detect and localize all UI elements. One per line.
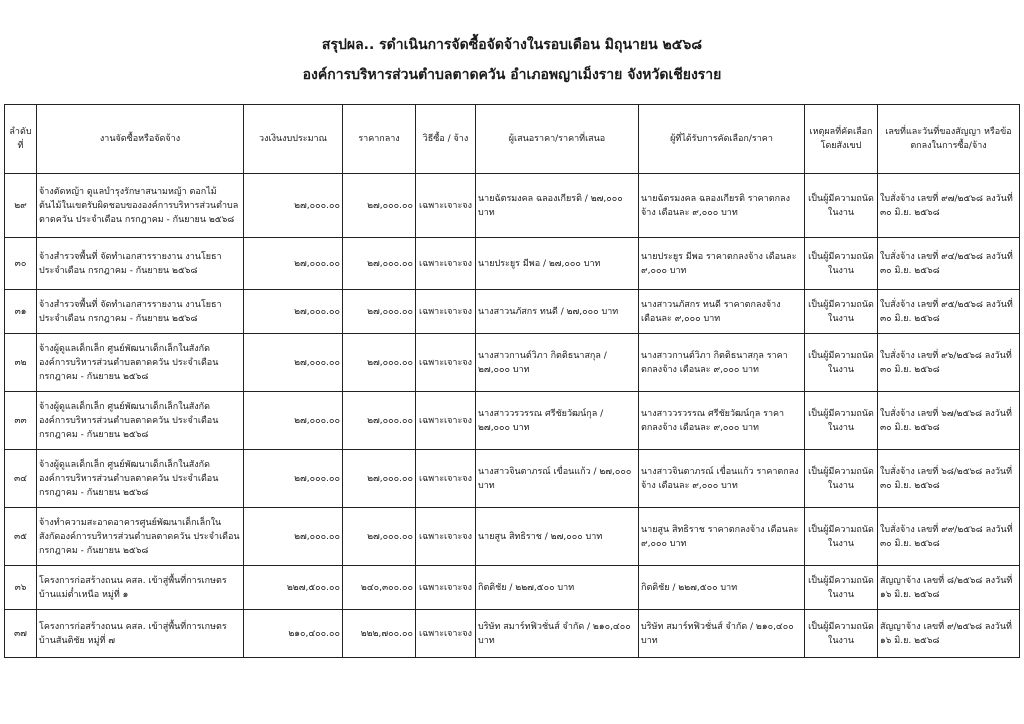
cell-no: ๓๕ [5, 508, 37, 566]
header-reason: เหตุผลที่คัดเลือก โดยสังเขป [805, 105, 878, 174]
cell-work: จ้างผู้ดูแลเด็กเล็ก ศูนย์พัฒนาเด็กเล็กในสังกัดองค์การบริหารส่วนตำบลตาดควัน ประจำเดือน กรกฎาคม - กันยายน ๒๕๖๘ [37, 334, 244, 392]
cell-reason: เป็นผู้มีความถนัดในงาน [805, 290, 878, 334]
table-row [5, 610, 1020, 658]
cell-reason: เป็นผู้มีความถนัดในงาน [805, 508, 878, 566]
cell-method: เฉพาะเจาะจง [416, 610, 476, 658]
table-body [5, 174, 1020, 658]
cell-work: โครงการก่อสร้างถนน คสล. เข้าสู่พื้นที่การเกษตร บ้านสันติชัย หมู่ที่ ๗ [37, 610, 244, 658]
cell-selected: กิตติชัย / ๒๒๗,๕๐๐ บาท [639, 566, 805, 610]
header-median-price: ราคากลาง [343, 105, 416, 174]
cell-contract: ใบสั่งจ้าง เลขที่ ๙๖/๒๕๖๘ ลงวันที่ ๓๐ มิ.ย. ๒๕๖๘ [878, 334, 1020, 392]
cell-bidder: นางสาววรวรรณ ศรีชัยวัฒน์กุล / ๒๗,๐๐๐ บาท [476, 392, 639, 450]
cell-budget: ๒๑๐,๔๐๐.๐๐ [244, 610, 343, 658]
cell-contract: สัญญาจ้าง เลขที่ ๘/๒๕๖๘ ลงวันที่ ๑๖ มิ.ย. ๒๕๖๘ [878, 566, 1020, 610]
header-no: ลำดับที่ [5, 105, 37, 174]
cell-budget: ๒๗,๐๐๐.๐๐ [244, 392, 343, 450]
header-row [5, 105, 1020, 174]
table-row [5, 566, 1020, 610]
cell-work: จ้างสำรวจพื้นที่ จัดทำเอกสารรายงาน งานโยธา ประจำเดือน กรกฎาคม - กันยายน ๒๕๖๘ [37, 290, 244, 334]
procurement-table [4, 104, 1020, 658]
cell-reason: เป็นผู้มีความถนัดในงาน [805, 174, 878, 238]
cell-reason: เป็นผู้มีความถนัดในงาน [805, 334, 878, 392]
cell-bidder: นางสาวนภัสกร ทนดี / ๒๗,๐๐๐ บาท [476, 290, 639, 334]
cell-bidder: กิตติชัย / ๒๒๗,๕๐๐ บาท [476, 566, 639, 610]
header-bidders: ผู้เสนอราคา/ราคาที่เสนอ [476, 105, 639, 174]
cell-bidder: นางสาวจินตาภรณ์ เขื่อนแก้ว / ๒๗,๐๐๐ บาท [476, 450, 639, 508]
cell-budget: ๒๗,๐๐๐.๐๐ [244, 290, 343, 334]
cell-median-price: ๒๗,๐๐๐.๐๐ [343, 450, 416, 508]
cell-method: เฉพาะเจาะจง [416, 450, 476, 508]
header-budget: วงเงินงบประมาณ [244, 105, 343, 174]
cell-selected: นางสาวจินตาภรณ์ เขื่อนแก้ว ราคาตกลงจ้าง เดือนละ ๙,๐๐๐ บาท [639, 450, 805, 508]
header-work: งานจัดซื้อหรือจัดจ้าง [37, 105, 244, 174]
cell-median-price: ๒๗,๐๐๐.๐๐ [343, 508, 416, 566]
cell-no: ๓๓ [5, 392, 37, 450]
cell-contract: สัญญาจ้าง เลขที่ ๙/๒๕๖๘ ลงวันที่ ๑๖ มิ.ย. ๒๕๖๘ [878, 610, 1020, 658]
cell-method: เฉพาะเจาะจง [416, 508, 476, 566]
cell-work: จ้างทำความสะอาดอาคารศูนย์พัฒนาเด็กเล็กในสังกัดองค์การบริหารส่วนตำบลตาดควัน ประจำเดือน กรกฎาคม - กันยายน ๒๕๖๘ [37, 508, 244, 566]
cell-selected: นางสาวนภัสกร ทนดี ราคาตกลงจ้าง เดือนละ ๙,๐๐๐ บาท [639, 290, 805, 334]
cell-method: เฉพาะเจาะจง [416, 174, 476, 238]
cell-no: ๓๐ [5, 238, 37, 290]
cell-selected: นางสาววรวรรณ ศรีชัยวัฒน์กุล ราคาตกลงจ้าง เดือนละ ๙,๐๐๐ บาท [639, 392, 805, 450]
cell-budget: ๒๒๗,๕๐๐.๐๐ [244, 566, 343, 610]
cell-reason: เป็นผู้มีความถนัดในงาน [805, 566, 878, 610]
table-row [5, 174, 1020, 238]
table-row [5, 508, 1020, 566]
cell-budget: ๒๗,๐๐๐.๐๐ [244, 508, 343, 566]
table-row [5, 290, 1020, 334]
cell-no: ๓๒ [5, 334, 37, 392]
cell-work: จ้างตัดหญ้า ดูแลบำรุงรักษาสนามหญ้า ตอกไม้ ต้นไม้ในเขตรับผิดชอบขององค์การบริหารส่วนตำบลตาดควัน ประจำเดือน กรกฎาคม - กันยายน ๒๕๖๘ [37, 174, 244, 238]
cell-reason: เป็นผู้มีความถนัดในงาน [805, 392, 878, 450]
header-selected: ผู้ที่ได้รับการคัดเลือก/ราคา [639, 105, 805, 174]
table-row [5, 392, 1020, 450]
cell-method: เฉพาะเจาะจง [416, 334, 476, 392]
table-row [5, 238, 1020, 290]
cell-bidder: นายสูน สิทธิราช / ๒๗,๐๐๐ บาท [476, 508, 639, 566]
cell-no: ๓๔ [5, 450, 37, 508]
table-row [5, 334, 1020, 392]
cell-method: เฉพาะเจาะจง [416, 392, 476, 450]
cell-method: เฉพาะเจาะจง [416, 238, 476, 290]
cell-selected: บริษัท สมาร์ทฟิวชั่นส์ จำกัด / ๒๑๐,๔๐๐ บาท [639, 610, 805, 658]
table-row [5, 450, 1020, 508]
cell-selected: นางสาวกานต์วิภา กิตติธนาสกุล ราคาตกลงจ้าง เดือนละ ๙,๐๐๐ บาท [639, 334, 805, 392]
cell-contract: ใบสั่งจ้าง เลขที่ ๙๗/๒๕๖๘ ลงวันที่ ๓๐ มิ.ย. ๒๕๖๘ [878, 174, 1020, 238]
cell-work: จ้างผู้ดูแลเด็กเล็ก ศูนย์พัฒนาเด็กเล็กในสังกัดองค์การบริหารส่วนตำบลตาดควัน ประจำเดือน กรกฎาคม - กันยายน ๒๕๖๘ [37, 392, 244, 450]
cell-contract: ใบสั่งจ้าง เลขที่ ๖๘/๒๕๖๘ ลงวันที่ ๓๐ มิ.ย. ๒๕๖๘ [878, 450, 1020, 508]
cell-budget: ๒๗,๐๐๐.๐๐ [244, 450, 343, 508]
cell-reason: เป็นผู้มีความถนัดในงาน [805, 610, 878, 658]
cell-bidder: นายฉัตรมงคล ฉลองเกียรติ / ๒๗,๐๐๐ บาท [476, 174, 639, 238]
cell-reason: เป็นผู้มีความถนัดในงาน [805, 238, 878, 290]
report-title: สรุปผล.. รดำเนินการจัดซื้อจัดจ้างในรอบเดือน มิถุนายน ๒๕๖๘ [321, 37, 703, 53]
cell-no: ๓๖ [5, 566, 37, 610]
cell-work: โครงการก่อสร้างถนน คสล. เข้าสู่พื้นที่การเกษตร บ้านแม่ต๋ำเหนือ หมู่ที่ ๑ [37, 566, 244, 610]
cell-selected: นายฉัตรมงคล ฉลองเกียรติ ราคาตกลงจ้าง เดือนละ ๙,๐๐๐ บาท [639, 174, 805, 238]
cell-no: ๓๗ [5, 610, 37, 658]
header-contract: เลขที่และวันที่ของสัญญา หรือข้อตกลงในการซื้อ/จ้าง [878, 105, 1020, 174]
cell-no: ๒๙ [5, 174, 37, 238]
cell-median-price: ๒๗,๐๐๐.๐๐ [343, 290, 416, 334]
cell-budget: ๒๗,๐๐๐.๐๐ [244, 174, 343, 238]
header-method: วิธีซื้อ / จ้าง [416, 105, 476, 174]
cell-median-price: ๒๗,๐๐๐.๐๐ [343, 238, 416, 290]
cell-median-price: ๒๗,๐๐๐.๐๐ [343, 174, 416, 238]
cell-budget: ๒๗,๐๐๐.๐๐ [244, 334, 343, 392]
cell-median-price: ๒๗,๐๐๐.๐๐ [343, 334, 416, 392]
cell-bidder: บริษัท สมาร์ทฟิวชั่นส์ จำกัด / ๒๑๐,๔๐๐ บาท [476, 610, 639, 658]
cell-method: เฉพาะเจาะจง [416, 290, 476, 334]
cell-median-price: ๒๒๒,๗๐๐.๐๐ [343, 610, 416, 658]
cell-contract: ใบสั่งจ้าง เลขที่ ๖๗/๒๕๖๘ ลงวันที่ ๓๐ มิ.ย. ๒๕๖๘ [878, 392, 1020, 450]
cell-contract: ใบสั่งจ้าง เลขที่ ๙๙/๒๕๖๘ ลงวันที่ ๓๐ มิ.ย. ๒๕๖๘ [878, 508, 1020, 566]
cell-contract: ใบสั่งจ้าง เลขที่ ๙๔/๒๕๖๘ ลงวันที่ ๓๐ มิ.ย. ๒๕๖๘ [878, 238, 1020, 290]
cell-budget: ๒๗,๐๐๐.๐๐ [244, 238, 343, 290]
cell-method: เฉพาะเจาะจง [416, 566, 476, 610]
cell-bidder: นายประยูร มีพอ / ๒๗,๐๐๐ บาท [476, 238, 639, 290]
cell-median-price: ๒๗,๐๐๐.๐๐ [343, 392, 416, 450]
cell-work: จ้างสำรวจพื้นที่ จัดทำเอกสารรายงาน งานโยธา ประจำเดือน กรกฎาคม - กันยายน ๒๕๖๘ [37, 238, 244, 290]
cell-median-price: ๒๔๐,๓๐๐.๐๐ [343, 566, 416, 610]
cell-selected: นายประยูร มีพอ ราคาตกลงจ้าง เดือนละ ๙,๐๐๐ บาท [639, 238, 805, 290]
cell-bidder: นางสาวกานต์วิภา กิตติธนาสกุล / ๒๗,๐๐๐ บาท [476, 334, 639, 392]
cell-selected: นายสูน สิทธิราช ราคาตกลงจ้าง เดือนละ ๙,๐๐๐ บาท [639, 508, 805, 566]
organization-subtitle: องค์การบริหารส่วนตำบลตาดควัน อำเภอพญาเม็งราย จังหวัดเชียงราย [302, 67, 722, 83]
cell-contract: ใบสั่งจ้าง เลขที่ ๙๕/๒๕๖๘ ลงวันที่ ๓๐ มิ.ย. ๒๕๖๘ [878, 290, 1020, 334]
cell-no: ๓๑ [5, 290, 37, 334]
cell-reason: เป็นผู้มีความถนัดในงาน [805, 450, 878, 508]
cell-work: จ้างผู้ดูแลเด็กเล็ก ศูนย์พัฒนาเด็กเล็กในสังกัดองค์การบริหารส่วนตำบลตาดควัน ประจำเดือน กรกฎาคม - กันยายน ๒๕๖๘ [37, 450, 244, 508]
